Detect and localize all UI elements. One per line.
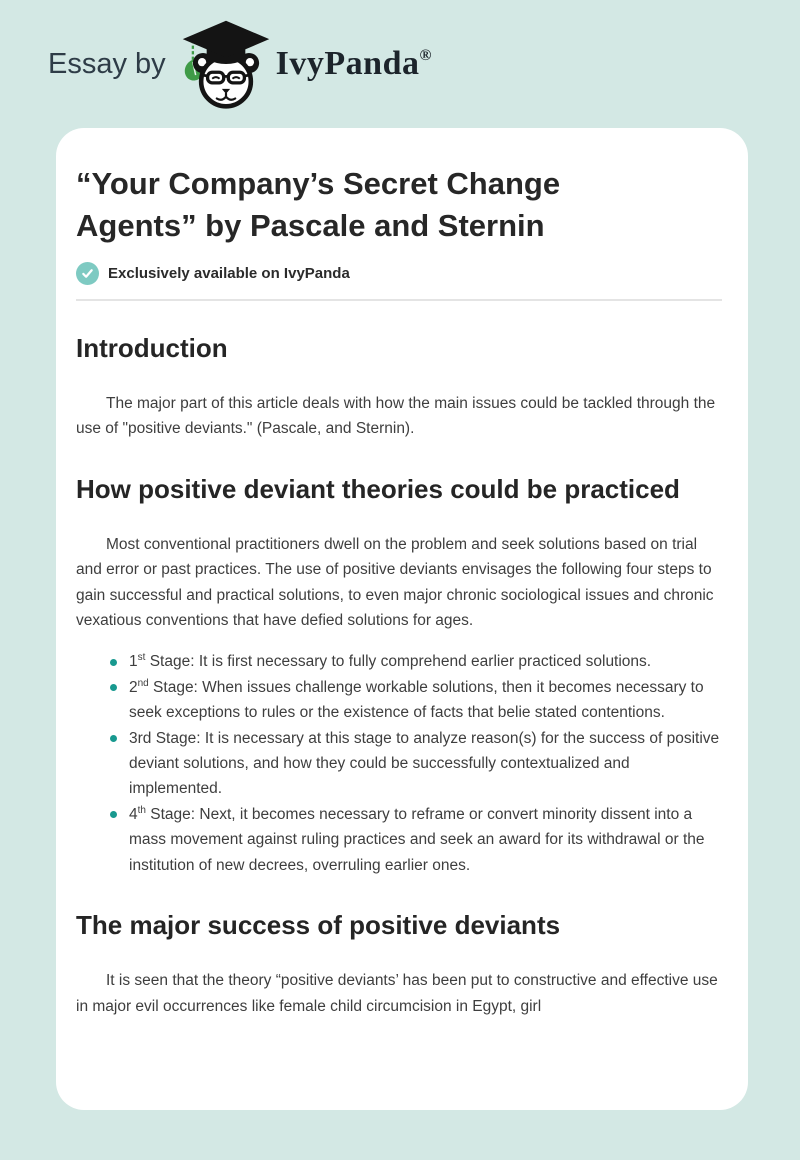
divider [76,299,722,301]
site-header [0,0,800,128]
brand-wordmark [276,45,432,83]
exclusive-badge [76,262,722,285]
registered-mark: ® [419,47,432,64]
stage-text: Stage: It is first necessary to fully comprehend earlier practiced solutions. [145,653,652,671]
intro-paragraph: The major part of this article deals with how the main issues could be tackled through the use of "positive deviants." (Pascale, and Sternin). [76,395,716,438]
how-heading: How positive deviant theories could be practiced [76,473,680,504]
stage-text: Stage: When issues challenge workable solutions, then it becomes necessary to seek exceptions to rules or the existence of facts that belie stated contentions. [129,678,704,722]
list-item [76,726,722,802]
list-item [76,802,722,878]
essay-card [56,128,748,1110]
brand-name: IvyPanda [275,45,420,82]
badge-label: Exclusively available on IvyPanda [108,265,350,282]
stage-text: Stage: Next, it becomes necessary to reframe or convert minority dissent into a mass movement against ruling practices and seek an award for its withdrawal or the institution of new decrees, overruling earlier ones. [129,805,705,874]
stage-number: 1 [129,653,138,671]
how-paragraph: Most conventional practitioners dwell on the problem and seek solutions based on trial and error or past practices. The use of positive deviants envisages the following four steps to gain successful and practical solutions, to even major chronic sociological issues and chronic vexatious conventions that have defied solutions for ages. [76,535,714,630]
stage-ordinal: th [137,804,146,816]
stage-number: 2 [129,678,138,696]
checkmark-icon [76,262,99,285]
list-item [76,649,722,674]
stage-number: 4 [129,805,138,823]
ivypanda-panda-logo-icon [180,18,272,110]
success-paragraph: It is seen that the theory “positive deviants’ has been put to constructive and effective use in major evil occurrences like female child circumcision in Egypt, girl [76,972,718,1015]
essay-title: “Your Company’s Secret Change Agents” by Pascale and Sternin [76,166,561,243]
stage-text: Stage: It is necessary at this stage to analyze reason(s) for the success of positive deviant solutions, and how they could be successfully contextualized and implemented. [129,729,720,798]
stage-ordinal: st [137,652,146,664]
stage-ordinal: nd [137,677,149,689]
essay-by-label: Essay by [48,47,166,80]
success-heading: The major success of positive deviants [76,910,561,941]
list-item [76,675,722,726]
stages-list [76,649,722,878]
stage-number: 3rd [129,729,152,747]
intro-heading: Introduction [76,333,228,363]
